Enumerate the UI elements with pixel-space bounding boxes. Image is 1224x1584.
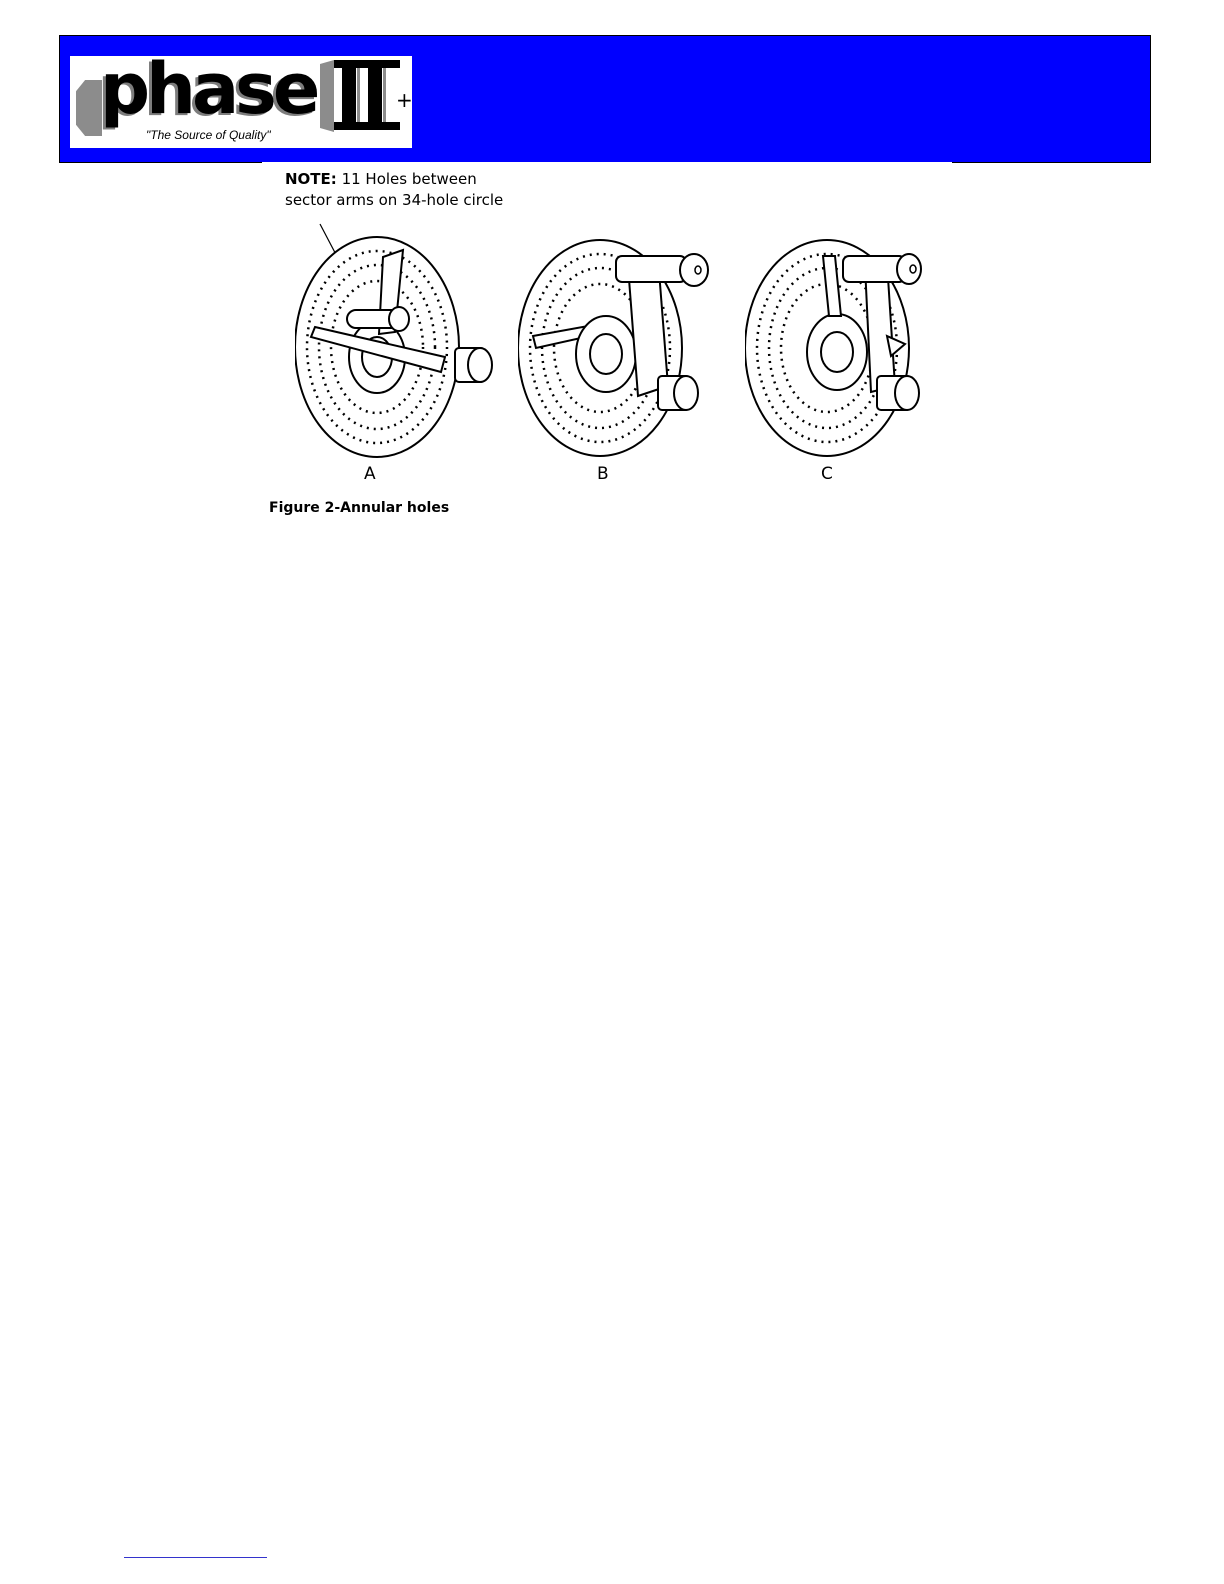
note-line2: sector arms on 34-hole circle — [285, 191, 504, 209]
logo-wordmark: phase — [100, 48, 317, 130]
logo-numeral-ii — [320, 60, 402, 132]
figure-note — [285, 169, 503, 211]
panel-label-a: A — [364, 464, 376, 484]
figure-caption: Figure 2-Annular holes — [269, 500, 450, 516]
logo-plus: + — [396, 88, 413, 112]
phase-ii-logo — [70, 48, 413, 148]
panel-label-c: C — [821, 464, 833, 484]
note-label: NOTE: — [285, 170, 337, 188]
note-line1: 11 Holes between — [341, 170, 477, 188]
logo-block-left — [76, 80, 102, 136]
footer-rule — [124, 1557, 267, 1558]
index-plate-wheel-b — [518, 236, 718, 458]
index-plate-wheel-c — [745, 236, 925, 458]
index-plate-wheel-a — [295, 232, 500, 460]
logo-tagline: "The Source of Quality" — [146, 128, 271, 142]
panel-label-b: B — [597, 464, 609, 484]
